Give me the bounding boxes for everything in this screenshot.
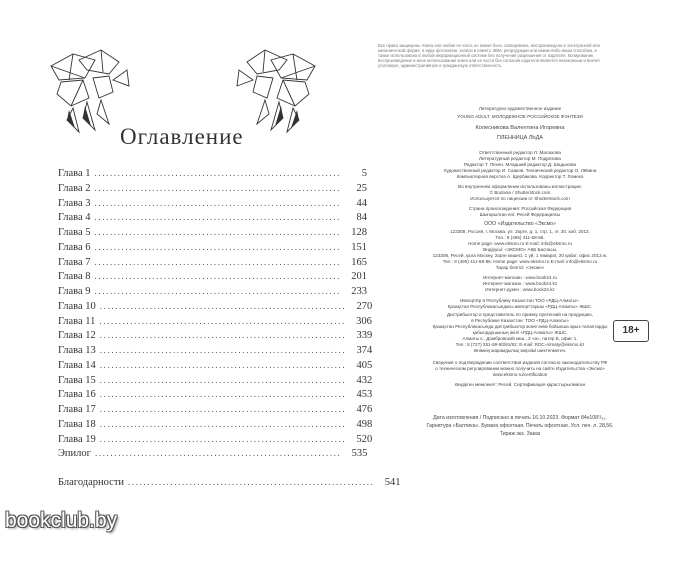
publisher-address: Өндіруші: «ЭКСМО» АҚБ Баспасы, <box>482 247 558 252</box>
certification-line: Өндірген мемлекет: Ресей. Сертификация қарастырылмаған <box>454 382 586 387</box>
toc-entry <box>58 448 368 463</box>
internet-shop: Интернет-дүкен : www.book24.kz <box>485 287 555 292</box>
toc-entry-label: Глава 3 <box>58 197 91 209</box>
toc-entry-label: Благодарности <box>58 477 125 488</box>
importer-line: Импортёр в Республику Казахстан ТОО «РДЦ-Алматы». <box>460 298 580 303</box>
toc-entry-label: Эпилог <box>58 448 91 460</box>
toc-entry-page: 520 <box>356 433 373 445</box>
age-rating-badge: 18+ <box>613 320 649 342</box>
toc-entry-page: 541 <box>384 477 401 488</box>
toc-title: Оглавление <box>120 124 244 149</box>
toc-leader-dots: ................................................................ <box>94 197 341 208</box>
toc-leader-dots: ................................................................ <box>94 227 341 237</box>
editor-line: Художественный редактор И. Сааков. Технический редактор О. Лёвина <box>443 168 597 173</box>
toc-entry <box>58 256 367 272</box>
toc-entry <box>58 241 367 257</box>
typeface-line: Гарнитура «Балтика». Бумага офсетная. Печать офсетная. Усл. печ. л. 28,56. <box>426 423 614 429</box>
crystal-ornament-right-icon <box>233 40 323 135</box>
toc-entry <box>58 389 373 404</box>
toc-entry <box>58 433 373 449</box>
toc-entry-page: 432 <box>356 374 373 386</box>
toc-leader-dots: ................................................................ <box>99 315 346 326</box>
certification-line: Сведения о подтверждении соответствия издания согласно законодательству РФ <box>432 360 608 365</box>
toc-leader-dots: ................................................................ <box>99 359 347 370</box>
toc-entry-page: 374 <box>356 345 373 356</box>
toc-page <box>28 28 401 523</box>
toc-entry-page: 201 <box>351 271 367 283</box>
toc-leader-dots: ................................................................ <box>99 345 347 355</box>
toc-entry <box>58 404 373 419</box>
toc-leader-dots: ................................................................ <box>94 212 341 223</box>
toc-entry <box>58 271 367 286</box>
importer-line: қабылдаушының өкілі «РДЦ-Алматы» ЖШС, <box>472 330 568 335</box>
toc-entry-page: 165 <box>351 256 367 268</box>
toc-leader-dots: ................................................................ <box>99 418 347 429</box>
toc-entry <box>58 227 367 242</box>
toc-entry <box>58 374 373 390</box>
toc-leader-dots: ................................................................ <box>99 374 347 385</box>
editor-line: Ответственный редактор Л. Малахова <box>479 150 561 155</box>
importer-line: Дистрибьютор и представитель по приему претензий на продукцию, <box>447 312 593 317</box>
illustration-credit: Используется по лицензии от Shutterstock.com <box>470 196 570 201</box>
toc-entry <box>58 300 373 316</box>
trademark-line: Тауар белгісі: «Эксмо» <box>495 265 545 270</box>
toc-entry-page: 535 <box>351 448 368 460</box>
toc-entry-label: Глава 9 <box>58 286 91 297</box>
toc-entry-label: Глава 17 <box>58 404 96 415</box>
importer-line: Өнімнің жарамдылық мерзімі шектелмеген. <box>473 348 567 353</box>
toc-entry <box>58 315 372 331</box>
toc-entry-page: 453 <box>356 389 373 401</box>
toc-entry-page: 84 <box>356 212 367 224</box>
importer-line: Қазақстан Республикасында дистрибьютор және өнім бойынша арыз-талаптарды <box>432 324 608 329</box>
importer-line: в Республике Казахстан: ТОО «РДЦ-Алматы» <box>471 318 569 323</box>
toc-entry-page: 25 <box>356 182 367 194</box>
toc-entry <box>58 168 367 183</box>
toc-leader-dots: ................................................................ <box>128 477 375 487</box>
genre-line: Литературно-художественное издание <box>478 106 562 111</box>
certification-line: www.eksmo.ru/certification <box>492 372 548 377</box>
toc-leader-dots: ................................................................ <box>99 433 347 444</box>
toc-entry-label: Глава 12 <box>58 330 96 342</box>
toc-entry <box>58 212 367 227</box>
series-line: YOUNG ADULT. МОЛОДЕЖНОЕ РОССИЙСКОЕ ФЭНТЕЗИ <box>457 114 583 119</box>
publisher-name: ООО «Издательство «Эксмо» <box>484 221 556 227</box>
toc-entry-label: Глава 14 <box>58 359 96 371</box>
toc-entry-label: Глава 5 <box>58 227 91 238</box>
book-title: ПЛЕННИЦА ЛЬДА <box>497 135 543 141</box>
toc-entry-label: Глава 2 <box>58 182 91 194</box>
toc-leader-dots: ................................................................ <box>94 168 341 178</box>
publisher-address: 123308, Ресей, қала Мәскеу, Зорге көшесі, 1 үй, 1 ғимарат, 20 қабат, офис 2013 ж. <box>432 253 608 258</box>
toc-entry-label: Глава 16 <box>58 389 96 401</box>
toc-entry-label: Глава 1 <box>58 168 91 179</box>
toc-entry-label: Глава 10 <box>58 300 96 312</box>
toc-leader-dots: ................................................................ <box>99 389 347 400</box>
toc-entry-label: Глава 15 <box>58 374 96 386</box>
toc-entry <box>58 345 373 360</box>
toc-entry-page: 306 <box>356 315 372 327</box>
toc-list <box>58 168 401 492</box>
toc-leader-dots: ................................................................ <box>99 300 347 311</box>
illustration-credit: Во внутреннем оформлении использованы иллюстрации: <box>458 184 582 189</box>
watermark: bookclub.by <box>5 509 118 532</box>
toc-entry <box>58 286 367 301</box>
toc-entry <box>58 182 367 198</box>
origin-line: Шығарылған елі: Ресей Федерациясы <box>479 212 561 217</box>
certification-line: о техническом регулировании можно получить на сайте Издательства «Эксмо» <box>435 366 605 371</box>
toc-entry-page: 405 <box>356 359 373 371</box>
toc-entry <box>58 330 373 345</box>
print-run: Тираж экз. Заказ <box>499 431 541 437</box>
publisher-address: 123308, Россия, г. Москва, ул. Зорге, д. 1, стр. 1, эт. 20, каб. 2013. <box>450 229 590 234</box>
toc-leader-dots: ................................................................ <box>94 271 341 282</box>
toc-entry-page: 128 <box>351 227 367 238</box>
toc-entry-page: 498 <box>356 418 373 430</box>
toc-entry-label: Глава 11 <box>58 315 96 327</box>
toc-entry-page: 44 <box>356 197 367 209</box>
toc-entry-page: 233 <box>351 286 367 297</box>
author-name: Колесникова Валентина Игоревна <box>475 125 565 131</box>
toc-entry <box>58 359 373 375</box>
toc-entry-label: Глава 19 <box>58 433 96 445</box>
toc-entry <box>58 477 401 492</box>
editor-line: Литературный редактор М. Подрезова <box>479 156 561 161</box>
toc-entry-page: 270 <box>356 300 373 312</box>
legal-notice: Все права защищены. Книга или любая ее часть не может быть скопирована, воспроизведена в электронной или механической форме, в виде фотокопии, записи в память ЭВМ, репродукции или каким-либо иным способом, а также использована в любой информационной системе без получения разрешения от издателя. Копирование, воспроизведение и иное использование книги или ее части без согласия издателя является незаконным и влечет уголовную, административную и гражданскую ответственность. <box>378 43 601 68</box>
toc-entry-label: Глава 7 <box>58 256 91 268</box>
toc-entry <box>58 418 373 434</box>
importer-line: Қазақстан Республикасындағы импорттаушы «РДЦ-Алматы» ЖШС. <box>447 304 593 309</box>
toc-entry-label: Глава 18 <box>58 418 96 430</box>
toc-entry-page: 5 <box>361 168 367 179</box>
internet-store: Интернет-магазин : www.book24.ru <box>483 275 557 280</box>
origin-line: Страна происхождения: Российская Федерация <box>468 206 572 211</box>
publisher-address: Тел.: 8 (495) 411-68-86. <box>495 235 545 240</box>
toc-entry-label: Глава 13 <box>58 345 96 356</box>
toc-entry-page: 476 <box>356 404 373 415</box>
toc-entry-label: Глава 4 <box>58 212 91 224</box>
toc-entry-page: 339 <box>356 330 373 342</box>
toc-leader-dots: ................................................................ <box>94 182 341 193</box>
toc-leader-dots: ................................................................ <box>94 286 341 296</box>
toc-leader-dots: ................................................................ <box>94 241 341 252</box>
publisher-address: Home page: www.eksmo.ru E-mail: info@eksmo.ru <box>468 241 572 246</box>
toc-leader-dots: ................................................................ <box>94 256 341 267</box>
toc-entry-label: Глава 8 <box>58 271 91 283</box>
editor-line: Компьютерная верстка А. Щербакова. Корректор Т. Ломеко <box>456 174 584 179</box>
importer-line: Алматы к., Домбровский көш., 3 «а», литер Б, офис 1. <box>462 336 578 341</box>
internet-store-kz: Интернет-магазин : www.book24.kz <box>482 281 558 286</box>
toc-entry-page: 151 <box>351 241 367 253</box>
manufacture-date: Дата изготовления / Подписано в печать 16.10.2023. Формат 84x108¹/₃₂. <box>433 415 607 421</box>
toc-leader-dots: ................................................................ <box>99 330 347 341</box>
publisher-address: Тел.: 8 (495) 411-68-86. Home page: www.eksmo.ru E-mail: info@eksmo.ru <box>442 259 598 264</box>
illustration-credit: © Bodosia / Shutterstock.com <box>489 190 551 195</box>
crystal-ornament-left-icon <box>43 40 133 135</box>
toc-entry <box>58 197 367 213</box>
importer-line: Тел.: 8 (727) 251-59-90/91/92; E-mail: RDC-Almaty@eksmo.kz <box>455 342 585 347</box>
toc-entry-label: Глава 6 <box>58 241 91 253</box>
editor-line: Редактор Т. Пехен. Младший редактор Д. Шадыкова <box>463 162 577 167</box>
imprint-page <box>370 32 670 452</box>
toc-leader-dots: ................................................................ <box>94 448 342 459</box>
toc-leader-dots: ................................................................ <box>99 404 347 414</box>
